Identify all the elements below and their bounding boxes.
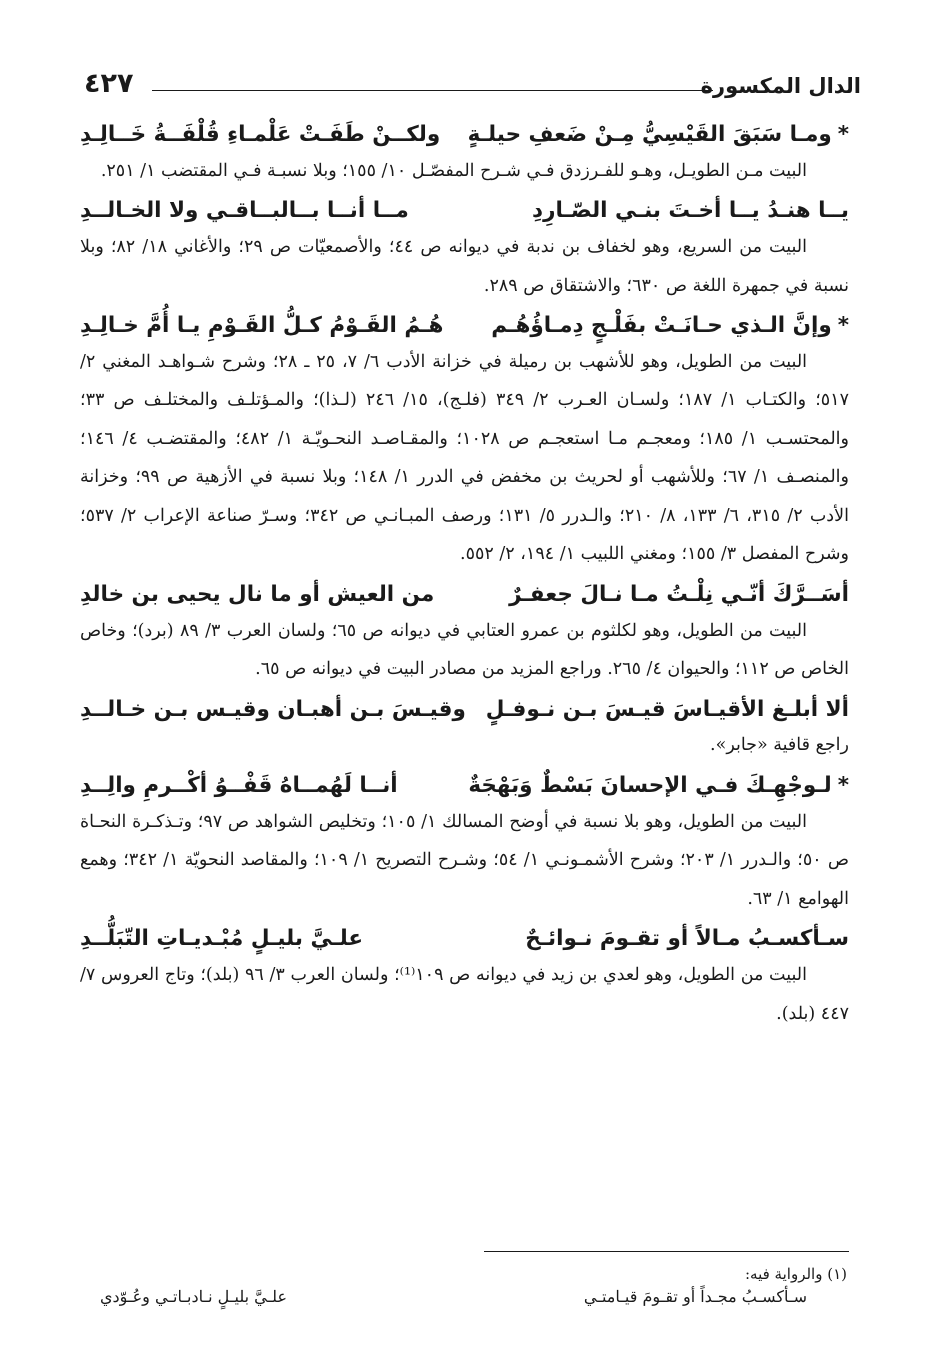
verse-entry (80, 697, 849, 765)
footnote (100, 1265, 847, 1306)
second-hemistich: أنــا لَهُمــاهُ قَفْــوُ أكْــرمِ والِــدِ (80, 772, 398, 798)
second-hemistich: ولكــنْ طَفَـتْ عَلْمـاءِ قُلْفَــةُ خَــالِـدِ (80, 122, 441, 147)
verse-entry (80, 582, 849, 689)
verse-line (80, 122, 849, 148)
verse-entry (80, 773, 849, 918)
page-body (80, 114, 849, 1033)
running-header (84, 66, 861, 106)
chapter-title: الدال المكسورة (700, 74, 861, 98)
footnote-rule (484, 1251, 849, 1252)
verse-commentary: البيت من الطويل، وهو بلا نسبة في أوضح المسالك ١/ ١٠٥؛ وتخليص الشواهد ص ٩٧؛ وتـذكـرة النحـاة ص ٥٠؛ والـدرر ١/ ٢٠٣؛ وشرح الأشمـونـي ١/ ٥٤؛ وشـرح التصريح ١/ ١٠٩؛ والمقاصد النحويّة ١/ ٣٤٢؛ وهمع الهوامع ١/ ٦٣. (80, 811, 849, 909)
footnote-label: (١) والرواية فيه: (745, 1265, 847, 1283)
first-hemistich: سـأكسـبُ مـالاً أو تقـومَ نـوائـحٌ (525, 926, 849, 952)
second-hemistich: هُـمُ القَـوْمُ كـلُّ القَـوْمِ يـا أُمَّ خـالِـدِ (80, 313, 444, 339)
verse-line (80, 582, 849, 608)
star-marker: * (837, 122, 849, 147)
header-rule (152, 90, 713, 91)
footnote-second-hemistich: علـيَّ بليـلٍ نـادبـاتـي وعُـوّدي (100, 1287, 288, 1306)
verse-commentary: راجع قافية «جابر». (710, 735, 849, 756)
verse-commentary: البيت من الطويل، وهو لعدي بن زيد في ديوانه ص ١٠٩⁽¹⁾؛ ولسان العرب ٣/ ٩٦ (بلد)؛ وتاج العروس ٧/ ٤٤٧ (بلد). (80, 965, 849, 1024)
verse-entry (80, 198, 849, 305)
first-hemistich: أسَــرَّكَ أنّـي نِلْـتُ مـا نـالَ جعفـرٌ (509, 581, 849, 607)
first-hemistich: يــا هنـدُ يــا أخـتَ بنـي الصّـارِدِ (532, 198, 849, 224)
second-hemistich: مــا أنــا بــالبــاقـي ولا الخـالــدِ (80, 198, 409, 224)
verse-line (80, 773, 849, 799)
first-hemistich: ألا أبلـغ الأقيـاسَ قيـسَ بـن نـوفـلٍ (485, 696, 849, 722)
verse-commentary: البيت من السريع، وهو لخفاف بن ندبة في ديوانه ص ٤٤؛ والأصمعيّات ص ٢٩؛ والأغاني ١٨/ ٨٢؛ وبلا نسبة في جمهرة اللغة ص ٦٣٠؛ والاشتقاق ص ٢٨٩. (80, 237, 849, 296)
verse-entry (80, 926, 849, 1033)
second-hemistich: من العيش أو ما نال يحيى بن خالدِ (80, 581, 435, 607)
verse-commentary: البيت من الطويل، وهو لكلثوم بن عمرو العتابي في ديوانه ص ٦٥؛ ولسان العرب ٣/ ٨٩ (برد)؛ وخاص الخاص ص ١١٢؛ والحيوان ٤/ ٢٦٥. وراجع المزيد من مصادر البيت في ديوانه ص ٦٥. (80, 620, 849, 680)
verse-commentary: البيت من الطويل، وهو للأشهب بن رميلة في خزانة الأدب ٦/ ٧، ٢٥ ـ ٢٨؛ وشرح شـواهـد المغني ٢/ ٥١٧؛ والكتـاب ١/ ١٨٧؛ ولسـان العـرب ٢/ ٣٤٩ (فلـج)، ١٥/ ٢٤٦ (لـذا)؛ والمـؤتلـف والمختلـف ص ٣٣؛ والمحتسـب ١/ ١٨٥؛ ومعجـم مـا استعجـم ص ١٠٢٨؛ والمقـاصـد النحـويّـة ١/ ٤٨٢؛ والمقتضـب ٤/ ١٤٦؛ والمنصـف ١/ ٦٧؛ وللأشهب أو لحريث بن مخفض في الدرر ١/ ١٤٨؛ وبلا نسبة في الأزهية ص ٩٩؛ وخزانة الأدب ٢/ ٣١٥، ٦/ ١٣٣، ٨/ ٢١٠؛ والـدرر ٥/ ١٣١؛ ورصف المبـانـي ص ٣٤٢؛ وسـرّ صناعة الإعراب ٢/ ٥٣٧؛ وشرح المفصل ٣/ ١٥٥؛ ومغني اللبيب ١/ ١٩٤، ٢/ ٥٥٢. (80, 351, 849, 565)
second-hemistich: علـيَّ بليـلٍ مُبْـديـاتِ التّبَلُّــدِ (80, 926, 364, 952)
first-hemistich: *لـوجْهِـكَ فـي الإحسانَ بَسْطٌ وَبَهْجَةٌ (468, 772, 849, 798)
verse-line (80, 313, 849, 339)
verse-entry (80, 313, 849, 574)
verse-entry (80, 122, 849, 190)
verse-line (80, 926, 849, 952)
verse-commentary: البيت مـن الطويـل، وهـو للفـرزدق فـي شـرح المفصّـل ١٠/ ١٥٥؛ وبلا نسبـة فـي المقتضب ١/ ٢٥١. (100, 160, 807, 181)
first-hemistich: *ومـا سَبَقَ القَيْسِيُّ مِـنْ ضَعفِ حيلـةٍ (467, 122, 849, 147)
page-number: ٤٢٧ (84, 68, 134, 99)
second-hemistich: وقيـسَ بـن أهبـان وقيـس بـن خـالــدِ (80, 696, 466, 722)
verse-line (80, 697, 849, 723)
star-marker: * (837, 313, 849, 339)
star-marker: * (837, 772, 849, 798)
footnote-verse (100, 1287, 847, 1306)
footnote-first-hemistich: سـأكسـبُ مجـداً أو تقـومَ قيـامتـي (583, 1287, 807, 1306)
first-hemistich: *وإنَّ الـذي حـانَـتْ بفَلْـجٍ دِمـاؤُهُـم (491, 313, 849, 339)
verse-line (80, 198, 849, 224)
